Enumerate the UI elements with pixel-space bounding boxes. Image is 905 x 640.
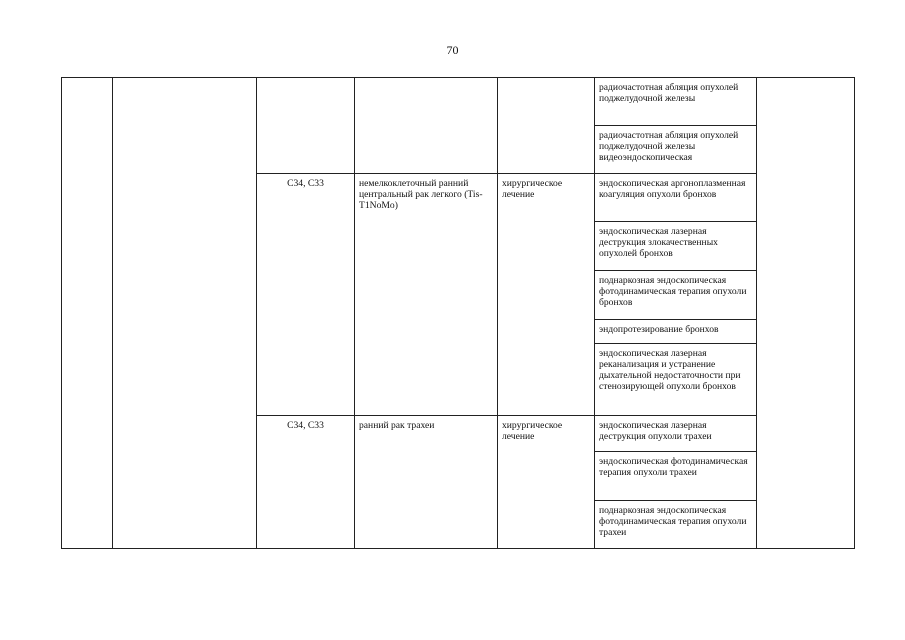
empty-code-cell	[257, 78, 355, 174]
method-cell: эндоскопическая лазерная деструкция опухоли трахеи	[595, 416, 757, 452]
diagnosis-cell: немелкоклеточный ранний центральный рак легкого (Tis-T1NoMo)	[355, 174, 498, 416]
icd-code-cell: C34, C33	[257, 174, 355, 416]
method-cell: поднаркозная эндоскопическая фотодинамическая терапия опухоли трахеи	[595, 501, 757, 549]
method-cell: эндоскопическая лазерная деструкция злокачественных опухолей бронхов	[595, 222, 757, 271]
icd-code-cell: C34, C33	[257, 416, 355, 549]
method-cell: радиочастотная абляция опухолей поджелудочной железы видеоэндоскопическая	[595, 126, 757, 174]
method-cell: эндоскопическая аргоноплазменная коагуляция опухоли бронхов	[595, 174, 757, 222]
profile-cell	[113, 78, 257, 549]
treatment-cell: хирургическое лечение	[498, 416, 595, 549]
diagnosis-cell: ранний рак трахеи	[355, 416, 498, 549]
method-cell: эндоскопическая лазерная реканализация и устранение дыхательной недостаточности при стенозирующей опухоли бронхов	[595, 344, 757, 416]
treatment-cell: хирургическое лечение	[498, 174, 595, 416]
page-number: 70	[446, 43, 459, 57]
method-cell: эндоскопическая фотодинамическая терапия опухоли трахеи	[595, 452, 757, 501]
method-cell: поднаркозная эндоскопическая фотодинамическая терапия опухоли бронхов	[595, 271, 757, 320]
method-cell: радиочастотная абляция опухолей поджелудочной железы	[595, 78, 757, 126]
empty-diagnosis-cell	[355, 78, 498, 174]
number-cell	[62, 78, 113, 549]
treatment-table	[61, 77, 855, 549]
method-cell: эндопротезирование бронхов	[595, 320, 757, 344]
empty-treatment-cell	[498, 78, 595, 174]
norm-cell	[757, 78, 855, 549]
table-row	[62, 78, 855, 126]
